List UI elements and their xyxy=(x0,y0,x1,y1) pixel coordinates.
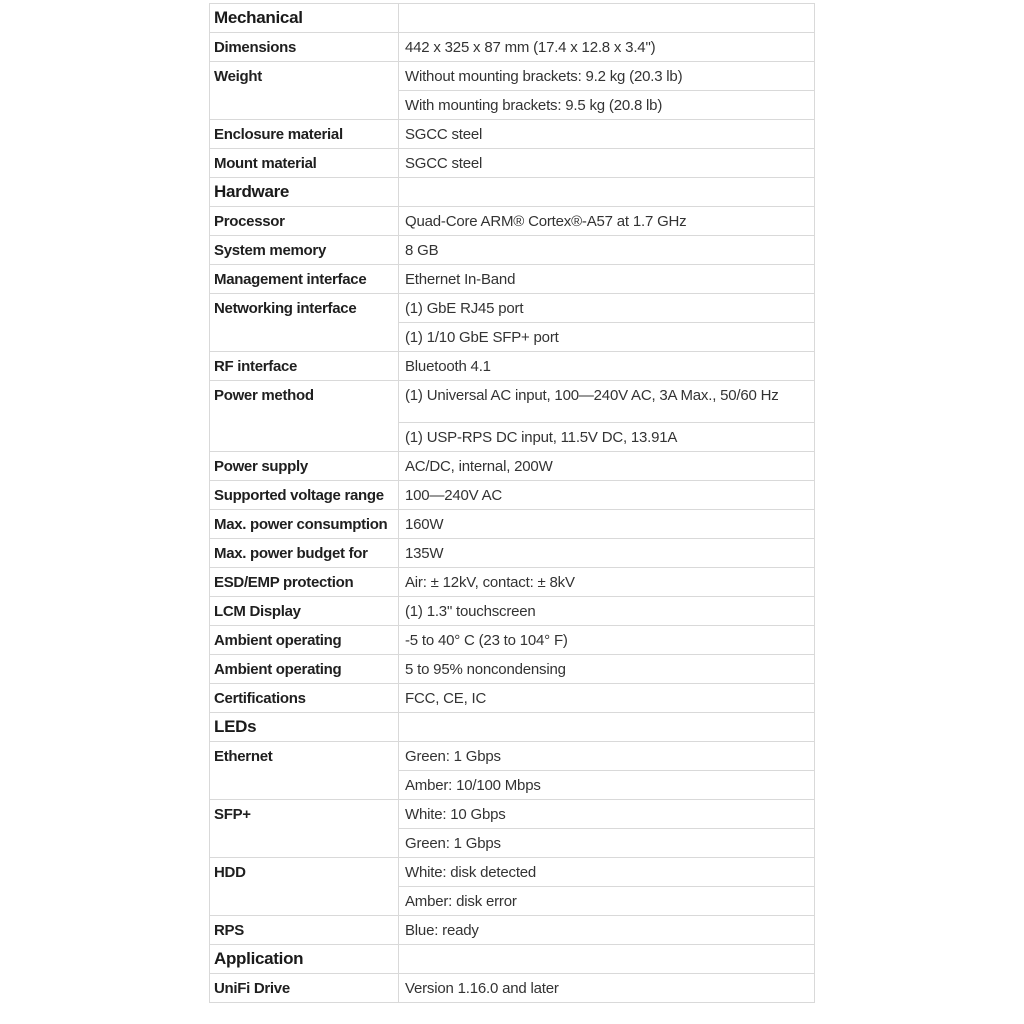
spec-label: Max. power budget for xyxy=(210,539,399,568)
specifications-table xyxy=(209,3,815,1003)
row-dimensions xyxy=(210,33,815,62)
spec-value: 5 to 95% noncondensing xyxy=(399,655,815,684)
spec-value: Blue: ready xyxy=(399,916,815,945)
row-unifi-drive xyxy=(210,974,815,1003)
spec-value: 160W xyxy=(399,510,815,539)
spec-value: 442 x 325 x 87 mm (17.4 x 12.8 x 3.4") xyxy=(399,33,815,62)
row-lcm-display xyxy=(210,597,815,626)
spec-label: RPS xyxy=(210,916,399,945)
spec-value: 100—240V AC xyxy=(399,481,815,510)
row-esd-emp-protection xyxy=(210,568,815,597)
spec-label: Processor xyxy=(210,207,399,236)
spec-label: Enclosure material xyxy=(210,120,399,149)
section-row-hardware xyxy=(210,178,815,207)
spec-value: (1) 1/10 GbE SFP+ port xyxy=(399,323,815,352)
row-weight xyxy=(210,62,815,91)
row-hdd-led xyxy=(210,858,815,887)
spec-label: Ethernet xyxy=(210,742,399,800)
spec-value: Ethernet In-Band xyxy=(399,265,815,294)
spec-value: 135W xyxy=(399,539,815,568)
spec-label: SFP+ xyxy=(210,800,399,858)
section-title-application: Application xyxy=(210,945,399,974)
section-title-hardware: Hardware xyxy=(210,178,399,207)
spec-value: Green: 1 Gbps xyxy=(399,829,815,858)
spec-label: Supported voltage range xyxy=(210,481,399,510)
row-ethernet-led xyxy=(210,742,815,771)
row-power-method xyxy=(210,381,815,423)
spec-value: White: disk detected xyxy=(399,858,815,887)
section-empty-cell xyxy=(399,178,815,207)
spec-label: ESD/EMP protection xyxy=(210,568,399,597)
spec-label: Weight xyxy=(210,62,399,120)
row-networking-interface xyxy=(210,294,815,323)
spec-value: Without mounting brackets: 9.2 kg (20.3 lb) xyxy=(399,62,815,91)
row-certifications xyxy=(210,684,815,713)
row-max-power-budget xyxy=(210,539,815,568)
row-mount-material xyxy=(210,149,815,178)
section-empty-cell xyxy=(399,945,815,974)
section-empty-cell xyxy=(399,713,815,742)
spec-label: HDD xyxy=(210,858,399,916)
section-empty-cell xyxy=(399,4,815,33)
spec-value: -5 to 40° C (23 to 104° F) xyxy=(399,626,815,655)
spec-label: Dimensions xyxy=(210,33,399,62)
spec-value: Amber: 10/100 Mbps xyxy=(399,771,815,800)
spec-value: Quad-Core ARM® Cortex®-A57 at 1.7 GHz xyxy=(399,207,815,236)
row-enclosure-material xyxy=(210,120,815,149)
spec-label: Mount material xyxy=(210,149,399,178)
section-title-mechanical: Mechanical xyxy=(210,4,399,33)
row-max-power-consumption xyxy=(210,510,815,539)
row-management-interface xyxy=(210,265,815,294)
spec-label: UniFi Drive xyxy=(210,974,399,1003)
spec-value: Green: 1 Gbps xyxy=(399,742,815,771)
spec-label: Max. power consumption xyxy=(210,510,399,539)
row-ambient-operating-humidity xyxy=(210,655,815,684)
spec-label: Networking interface xyxy=(210,294,399,352)
spec-value: 8 GB xyxy=(399,236,815,265)
spec-value: (1) Universal AC input, 100—240V AC, 3A Max., 50/60 Hz xyxy=(399,381,815,423)
spec-label: Ambient operating xyxy=(210,655,399,684)
spec-value: (1) USP-RPS DC input, 11.5V DC, 13.91A xyxy=(399,423,815,452)
spec-value: AC/DC, internal, 200W xyxy=(399,452,815,481)
spec-label: Ambient operating xyxy=(210,626,399,655)
row-sfp-led xyxy=(210,800,815,829)
spec-label: RF interface xyxy=(210,352,399,381)
spec-value: White: 10 Gbps xyxy=(399,800,815,829)
row-supported-voltage-range xyxy=(210,481,815,510)
spec-sheet xyxy=(209,3,814,1003)
section-row-application xyxy=(210,945,815,974)
spec-value: Bluetooth 4.1 xyxy=(399,352,815,381)
spec-value: (1) GbE RJ45 port xyxy=(399,294,815,323)
row-rps-led xyxy=(210,916,815,945)
spec-label: Certifications xyxy=(210,684,399,713)
row-ambient-operating-temp xyxy=(210,626,815,655)
spec-value: SGCC steel xyxy=(399,120,815,149)
section-row-leds xyxy=(210,713,815,742)
spec-label: Power method xyxy=(210,381,399,452)
spec-label: Power supply xyxy=(210,452,399,481)
spec-value: SGCC steel xyxy=(399,149,815,178)
spec-value: Version 1.16.0 and later xyxy=(399,974,815,1003)
spec-label: Management interface xyxy=(210,265,399,294)
spec-label: LCM Display xyxy=(210,597,399,626)
spec-value: FCC, CE, IC xyxy=(399,684,815,713)
row-power-supply xyxy=(210,452,815,481)
section-row-mechanical xyxy=(210,4,815,33)
spec-value: Amber: disk error xyxy=(399,887,815,916)
spec-label: System memory xyxy=(210,236,399,265)
row-rf-interface xyxy=(210,352,815,381)
row-system-memory xyxy=(210,236,815,265)
spec-value: With mounting brackets: 9.5 kg (20.8 lb) xyxy=(399,91,815,120)
spec-value: (1) 1.3" touchscreen xyxy=(399,597,815,626)
section-title-leds: LEDs xyxy=(210,713,399,742)
spec-value: Air: ± 12kV, contact: ± 8kV xyxy=(399,568,815,597)
row-processor xyxy=(210,207,815,236)
